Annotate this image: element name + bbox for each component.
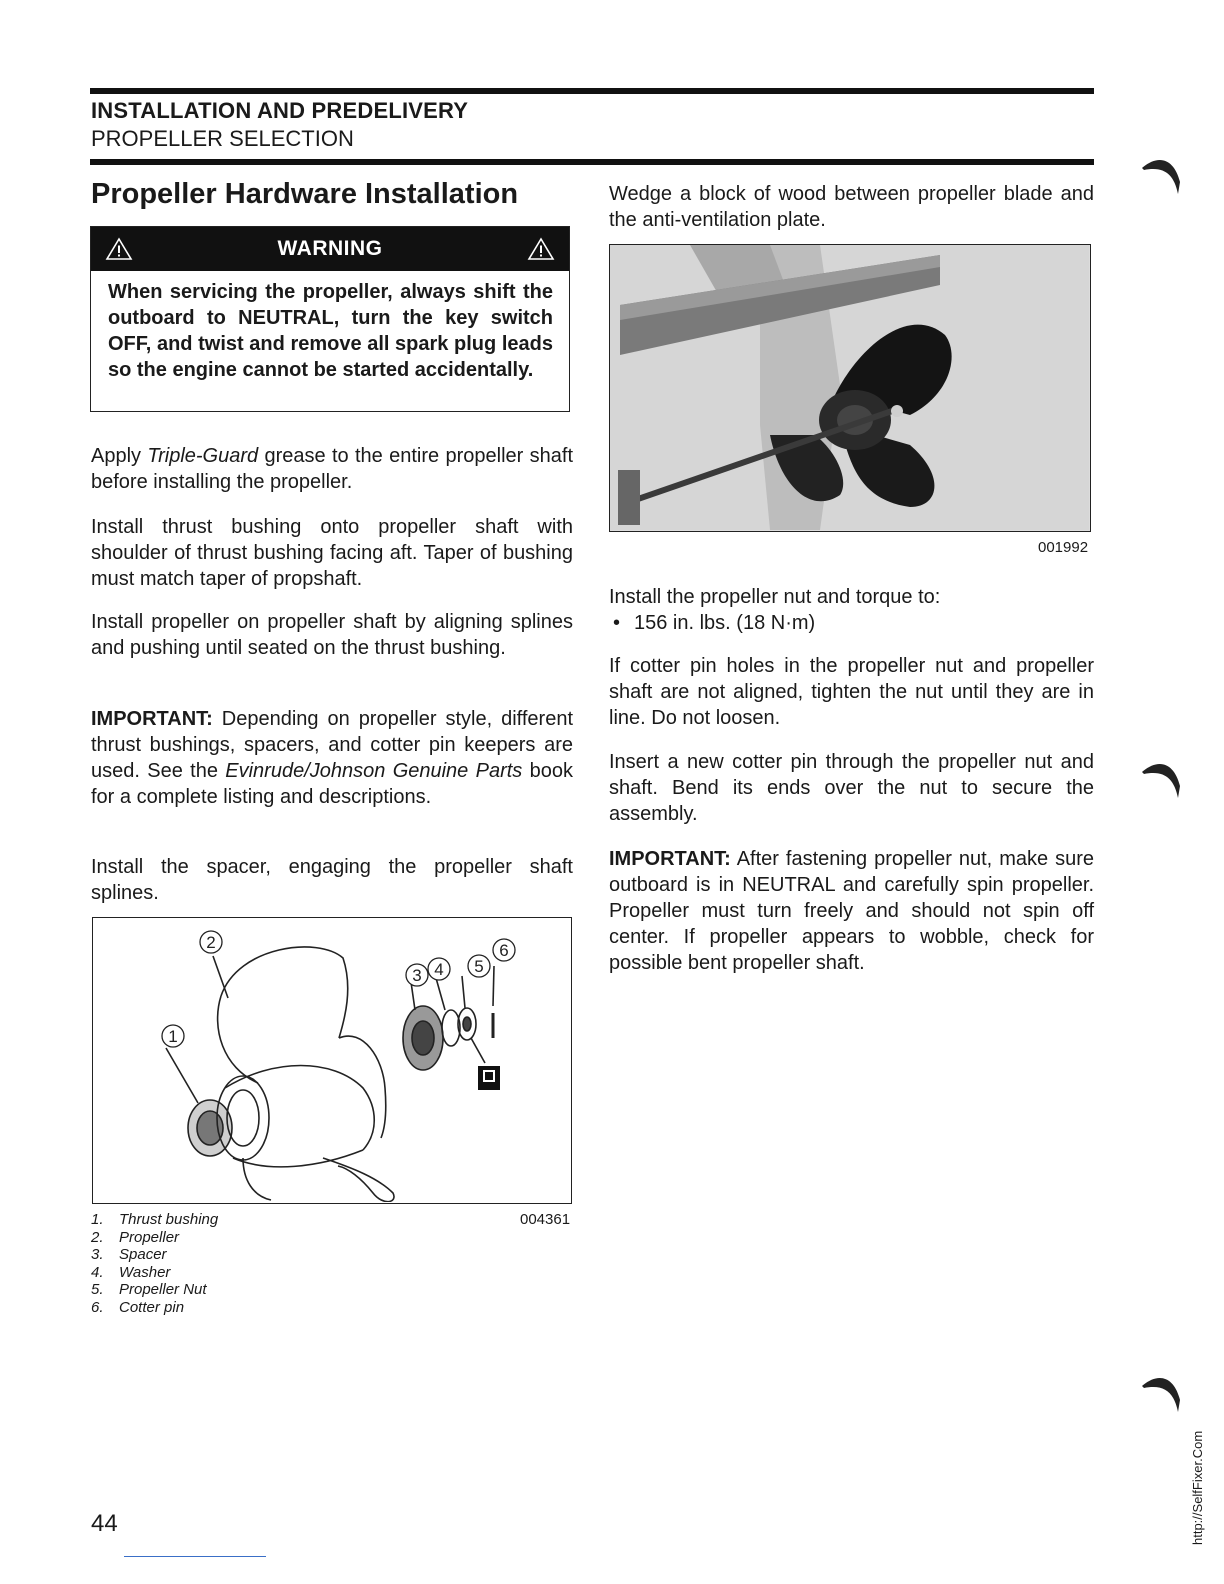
callout-2: 2 [206, 933, 216, 952]
binder-hook-mark [1140, 756, 1190, 806]
paragraph-thrust-bushing: Install thrust bushing onto propeller shaft with shoulder of thrust bushing facing aft. Taper of bushing must match taper of propshaft. [91, 516, 573, 590]
warning-box [90, 226, 570, 412]
page-title: Propeller Hardware Installation [91, 178, 519, 210]
figure-legend [91, 1211, 218, 1317]
legend-item: 2. Propeller [91, 1228, 180, 1246]
paragraph-install-propeller: Install propeller on propeller shaft by aligning splines and pushing until seated on the thrust bushing. [91, 611, 573, 659]
torque-spec-value: 156 in. lbs. (18 N·m) [634, 612, 816, 634]
propeller-exploded-diagram [92, 917, 572, 1204]
section-header: INSTALLATION AND PREDELIVERY [91, 98, 469, 123]
propeller-photo [609, 244, 1091, 532]
figure-number-left: 004361 [520, 1211, 571, 1228]
legend-item: 6. Cotter pin [91, 1298, 185, 1316]
header-rule-top [90, 88, 1094, 94]
warning-label: WARNING [277, 237, 383, 260]
subsection-header: PROPELLER SELECTION [91, 126, 354, 151]
figure-number-right: 001992 [1038, 539, 1089, 556]
footer-line [124, 1556, 266, 1557]
paragraph-cotter-holes: If cotter pin holes in the propeller nut and propeller shaft are not aligned, tighten the nut until they are in line. Do not loosen. [609, 655, 1094, 729]
warning-bar [91, 227, 569, 271]
legend-item: 5. Propeller Nut [91, 1281, 207, 1299]
side-watermark-url: http://SelfFixer.Com [1190, 1430, 1205, 1545]
binder-hook-mark [1140, 152, 1190, 202]
paragraph-wedge-block: Wedge a block of wood between propeller blade and the anti-ventilation plate. [609, 183, 1094, 231]
propeller-drawing [93, 918, 570, 1202]
torque-spec-bullet [613, 610, 815, 636]
page-number: 44 [91, 1510, 118, 1537]
callout-4: 4 [434, 960, 444, 979]
legend-item: 3. Spacer [91, 1246, 167, 1264]
paragraph-cotter-pin: Insert a new cotter pin through the propeller nut and shaft. Bend its ends over the nut to secure the assembly. [609, 751, 1094, 825]
paragraph-torque: Install the propeller nut and torque to: [609, 586, 941, 608]
callout-1: 1 [168, 1027, 178, 1046]
paragraph-spacer: Install the spacer, engaging the propeller shaft splines. [91, 856, 573, 904]
warning-triangle-icon [527, 237, 555, 261]
callout-3: 3 [412, 966, 422, 985]
legend-item: 1. Thrust bushing [91, 1211, 219, 1228]
bullet-dot: • [613, 612, 621, 634]
callout-5: 5 [474, 957, 484, 976]
paragraph-important-bushings: IMPORTANT: Depending on propeller style, different thrust bushings, spacers, and cotter pin keepers are used. See the Evinrude/Johnson Genuine Parts book for a complete listing and descriptions. [91, 708, 573, 808]
warning-triangle-icon [105, 237, 133, 261]
legend-item: 4. Washer [91, 1263, 171, 1281]
callout-6: 6 [499, 941, 509, 960]
header-rule-bottom [90, 159, 1094, 165]
paragraph-important-spin: IMPORTANT: After fastening propeller nut, make sure outboard is in NEUTRAL and carefully spin propeller. Propeller must turn freely and should not spin off center. If propeller appears to wobble, check for possible bent propeller shaft. [609, 848, 1094, 974]
warning-text: When servicing the propeller, always shift the outboard to NEUTRAL, turn the key switch OFF, and twist and remove all spark plug leads so the engine cannot be started accidentally. [108, 281, 553, 381]
paragraph-grease: Apply Triple-Guard grease to the entire propeller shaft before installing the propeller. [91, 445, 574, 493]
propeller-photo-drawing [610, 245, 1089, 530]
binder-hook-mark [1140, 1370, 1190, 1420]
